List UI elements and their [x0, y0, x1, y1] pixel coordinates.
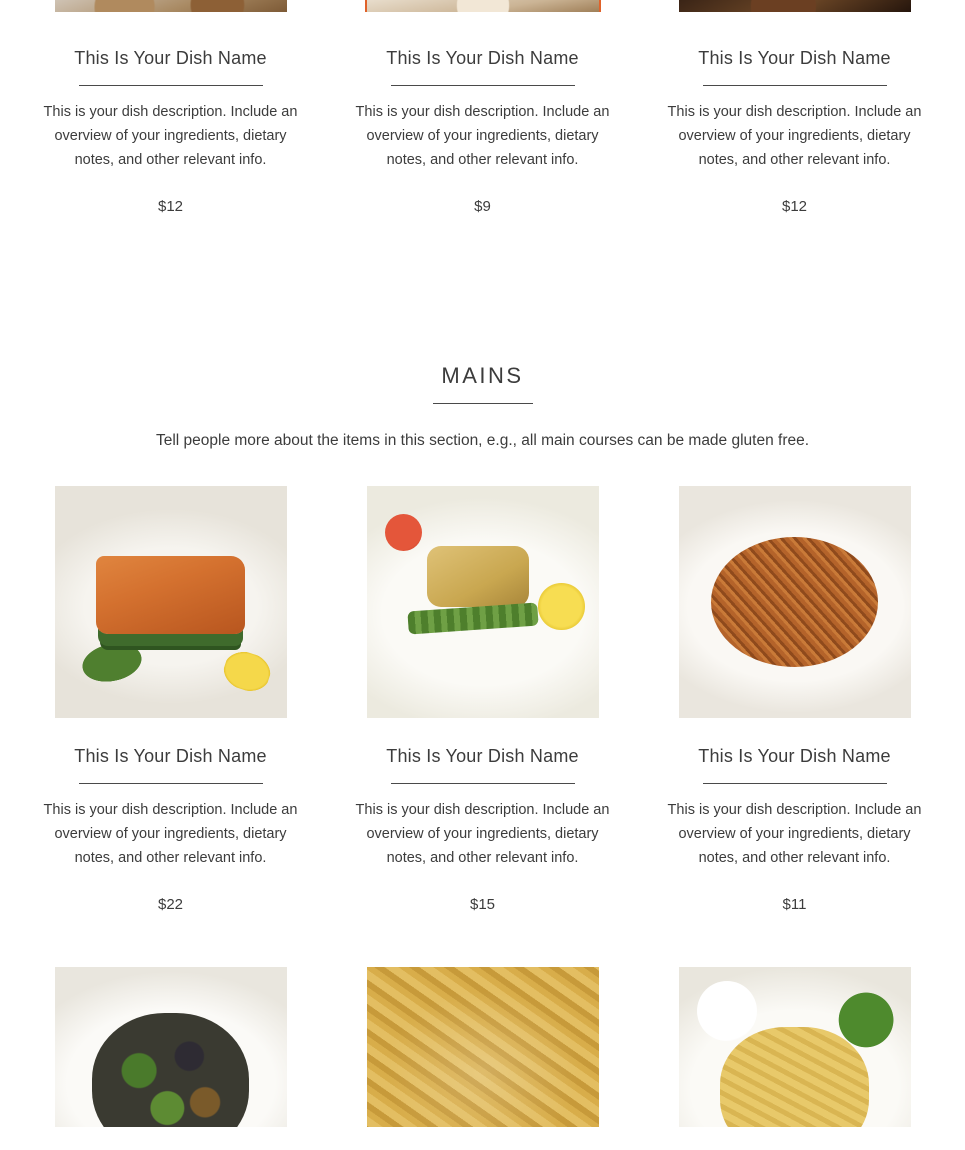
- dish-card-2[interactable]: [327, 20, 639, 215]
- garnish-leaf: [79, 638, 146, 687]
- bottom-photo-row: [0, 967, 965, 1127]
- dish-divider: [79, 783, 263, 784]
- dish-price: $15: [469, 896, 496, 913]
- dish-card-6[interactable]: [639, 486, 951, 913]
- dish-title: This Is Your Dish Name: [74, 746, 267, 766]
- dish-image: [55, 486, 287, 718]
- dish-card-8[interactable]: [327, 967, 639, 1127]
- dark-dish-photo[interactable]: [679, 0, 911, 12]
- dish-divider: [391, 783, 575, 784]
- pasta-greens-photo[interactable]: [679, 967, 911, 1127]
- mains-dish-row: [0, 486, 965, 913]
- dish-description: This is your dish description. Include an overview of your ingredients, dietary notes, and other relevant info.: [355, 104, 610, 168]
- dish-price: $11: [782, 896, 807, 913]
- dish-description: This is your dish description. Include an overview of your ingredients, dietary notes, and other relevant info.: [43, 802, 298, 866]
- top-dish-row: [0, 20, 965, 215]
- dish-card[interactable]: [15, 0, 327, 12]
- dish-price: $22: [157, 896, 184, 913]
- dish-title: This Is Your Dish Name: [386, 746, 579, 766]
- dark-salad-photo[interactable]: [55, 967, 287, 1127]
- dish-title: This Is Your Dish Name: [698, 48, 891, 68]
- dish-image: [367, 0, 599, 12]
- salmon-spinach-photo[interactable]: [55, 486, 287, 718]
- lemon-wedge-icon: [538, 583, 584, 629]
- dish-card-4[interactable]: [15, 486, 327, 913]
- dish-description: This is your dish description. Include an overview of your ingredients, dietary notes, and other relevant info.: [43, 104, 298, 168]
- dish-title: This Is Your Dish Name: [698, 746, 891, 766]
- section-subtitle: Tell people more about the items in this section, e.g., all main courses can be made gluten free.: [155, 432, 810, 449]
- dish-card[interactable]: [639, 0, 951, 12]
- dish-image: [367, 967, 599, 1127]
- dish-image: [367, 486, 599, 718]
- lemon-wedge-icon: [219, 647, 275, 697]
- dish-card-5[interactable]: [327, 486, 639, 913]
- tagliatelle-photo[interactable]: [367, 967, 599, 1127]
- dish-divider: [703, 783, 887, 784]
- section-title: MAINS: [441, 363, 524, 388]
- dish-price: $12: [157, 198, 184, 215]
- dish-price: $12: [781, 198, 808, 215]
- dish-divider: [391, 85, 575, 86]
- fish-green-beans-photo[interactable]: [367, 486, 599, 718]
- dish-card[interactable]: [327, 0, 639, 12]
- dish-price: $9: [474, 198, 491, 215]
- dish-divider: [703, 85, 887, 86]
- dish-title: This Is Your Dish Name: [386, 48, 579, 68]
- section-divider: [433, 403, 533, 404]
- dish-image: [55, 967, 287, 1127]
- dish-image: [55, 0, 287, 12]
- dish-description: This is your dish description. Include an overview of your ingredients, dietary notes, and other relevant info.: [667, 104, 922, 168]
- spanish-rice-photo[interactable]: [679, 486, 911, 718]
- dish-description: This is your dish description. Include an overview of your ingredients, dietary notes, and other relevant info.: [667, 802, 922, 866]
- dish-divider: [79, 85, 263, 86]
- dish-card-9[interactable]: [639, 967, 951, 1127]
- dish-image: [679, 967, 911, 1127]
- sauce-bowl: [697, 981, 757, 1041]
- tomato-icon: [385, 514, 422, 551]
- dish-card-1[interactable]: [15, 20, 327, 215]
- dish-image: [679, 0, 911, 12]
- dish-card-7[interactable]: [15, 967, 327, 1127]
- grilled-meat-photo[interactable]: [55, 0, 287, 12]
- mains-section-header: [0, 363, 965, 450]
- basil-leaf: [827, 981, 907, 1061]
- top-photo-row: [0, 0, 965, 12]
- dish-image: [679, 486, 911, 718]
- plated-dish-photo[interactable]: [367, 0, 599, 12]
- dish-title: This Is Your Dish Name: [74, 48, 267, 68]
- dish-card-3[interactable]: [639, 20, 951, 215]
- dish-description: This is your dish description. Include an overview of your ingredients, dietary notes, and other relevant info.: [355, 802, 610, 866]
